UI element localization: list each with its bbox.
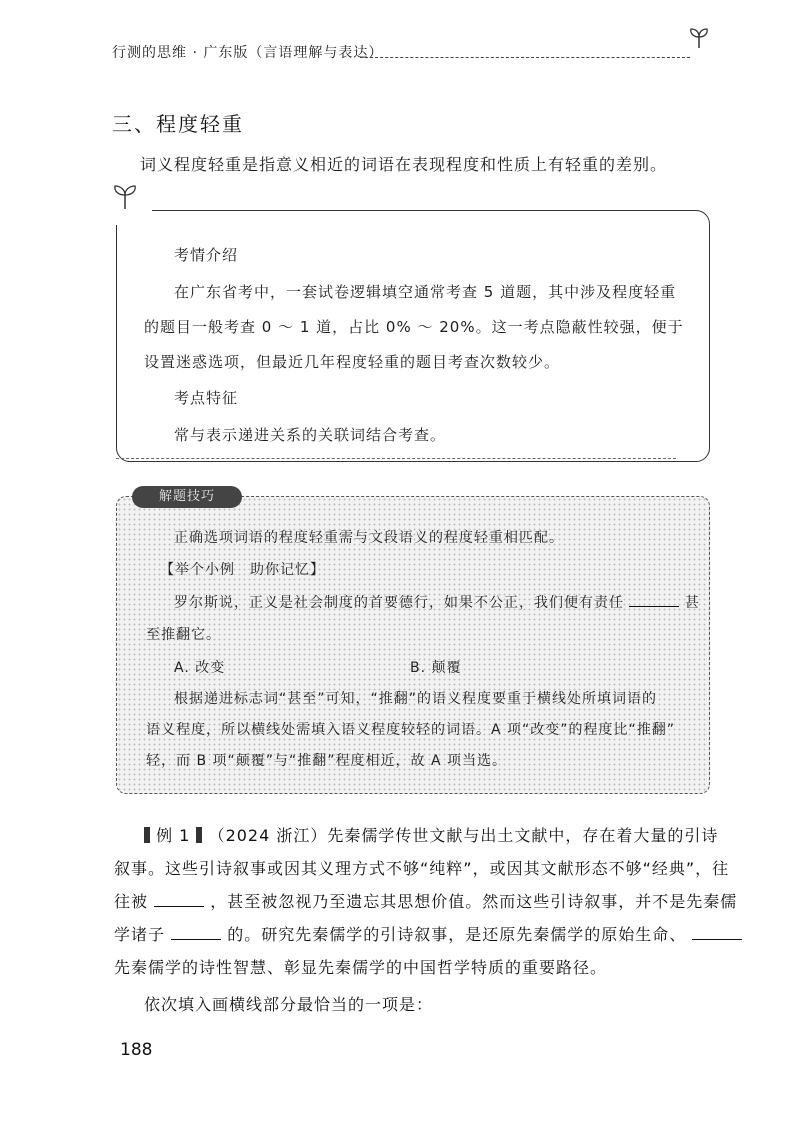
example-question-line (144, 823, 718, 846)
example-text: （2024 浙江）先秦儒学传世文献与出土文献中，存在着大量的引诗 (208, 826, 719, 845)
sprout-icon (688, 26, 710, 54)
example-sentence-text: 罗尔斯说，正义是社会制度的首要德行，如果不公正，我们便有责任 (174, 595, 624, 611)
exam-para-line: 设置迷惑选项，但最近几年程度轻重的题目考查次数较少。 (144, 353, 561, 371)
example-question-line (114, 889, 737, 912)
analysis-line: 语义程度，所以横线处需填入语义程度较轻的词语。A 项“改变”的程度比“推翻” (146, 722, 676, 738)
example-marker-right (196, 827, 202, 843)
fill-blank (171, 938, 221, 940)
example-text: 的。研究先秦儒学的引诗叙事，是还原先秦儒学的原始生命、 (227, 925, 687, 944)
page-number: 188 (120, 1040, 153, 1060)
example-question-line: 先秦儒学的诗性智慧、彰显先秦儒学的中国哲学特质的重要路径。 (114, 958, 608, 977)
fill-blank (629, 605, 679, 607)
exam-features-text: 常与表示递进关系的关联词结合考查。 (174, 426, 447, 444)
box-bottom-dashed-rule (116, 458, 676, 459)
example-question-line (114, 922, 742, 945)
example-question-line: 叙事。这些引诗叙事或因其义理方式不够“纯粹”，或因其文献形态不够“经典”，往 (114, 859, 730, 878)
section-title: 三、程度轻重 (112, 112, 244, 136)
analysis-line: 轻，而 B 项“颠覆”与“推翻”程度相近，故 A 项当选。 (146, 753, 507, 769)
section-intro: 词义程度轻重是指意义相近的词语在表现程度和性质上有轻重的差别。 (140, 155, 668, 174)
example-title: 【举个小例 助你记忆】 (160, 562, 325, 578)
example-text: ，甚至被忽视乃至遗忘其思想价值。然而这些引诗叙事，并不是先秦儒 (210, 892, 738, 911)
example-sentence-line (174, 592, 700, 612)
exam-heading-intro: 考情介绍 (174, 246, 239, 264)
skill-rule: 正确选项词语的程度轻重需与文段语义的程度轻重相匹配。 (174, 530, 564, 546)
example-marker-left (144, 827, 150, 843)
example-text: 往被 (114, 892, 149, 911)
header-dashed-rule (360, 57, 690, 58)
fill-blank (692, 938, 742, 940)
example-sentence-text: 甚 (684, 595, 700, 611)
running-header-title: 行测的思维 · 广东版（言语理解与表达） (112, 45, 384, 61)
skill-tab-label: 解题技巧 (132, 486, 242, 508)
fill-blank (154, 905, 204, 907)
example-label: 例 1 (156, 826, 191, 845)
question-prompt: 依次填入画横线部分最恰当的一项是： (144, 995, 434, 1014)
exam-para-line: 的题目一般考查 0 ～ 1 道，占比 0% ～ 20%。这一考点隐蔽性较强，便于 (144, 318, 684, 336)
option-b: B. 颠覆 (410, 660, 462, 676)
example-text: 学诸子 (114, 925, 166, 944)
exam-para-line: 在广东省考中，一套试卷逻辑填空通常考查 5 道题，其中涉及程度轻重 (174, 283, 677, 301)
sprout-icon (112, 182, 138, 214)
option-a: A. 改变 (174, 660, 226, 676)
analysis-line: 根据递进标志词“甚至”可知，“推翻”的语义程度要重于横线处所填词语的 (174, 691, 658, 707)
exam-heading-features: 考点特征 (174, 389, 239, 407)
example-sentence-line: 至推翻它。 (146, 627, 221, 643)
